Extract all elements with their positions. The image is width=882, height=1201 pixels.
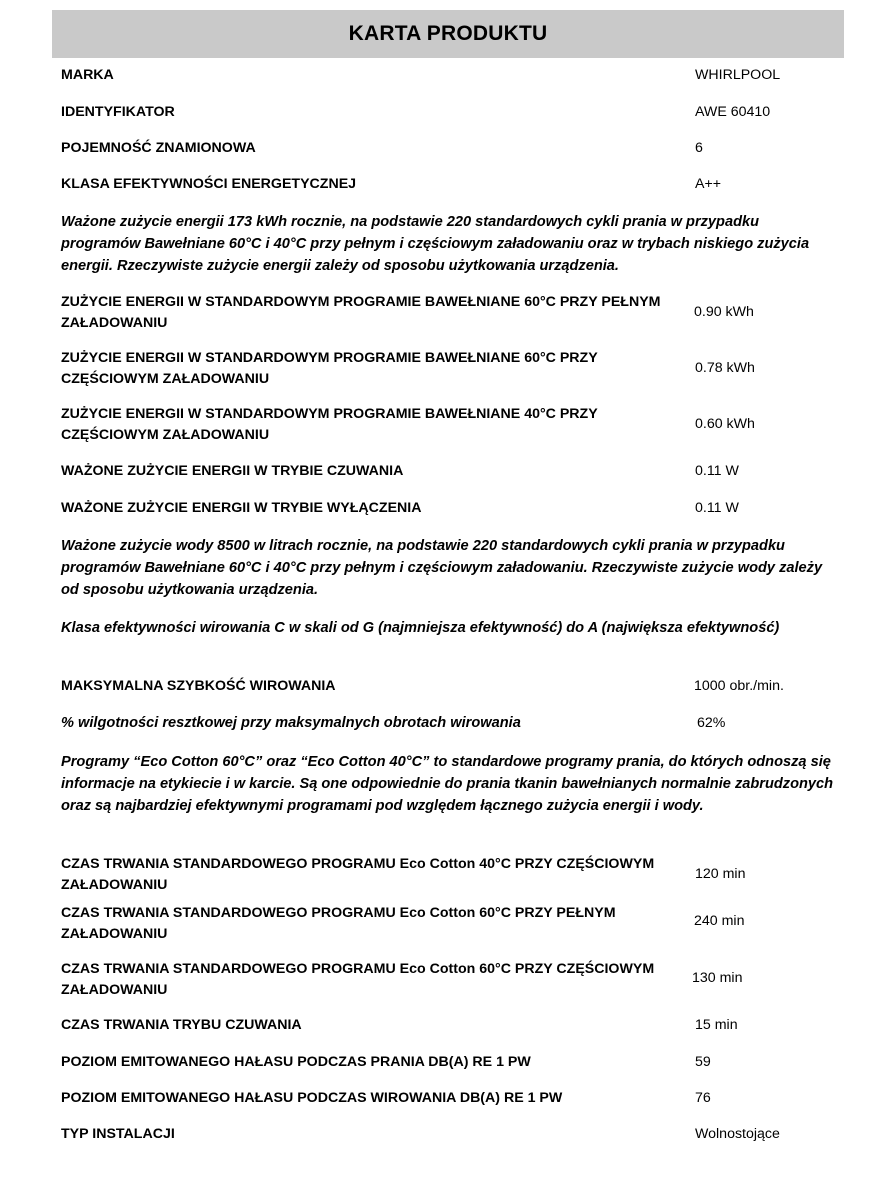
row-label: POJEMNOŚĆ ZNAMIONOWA: [61, 140, 256, 156]
row-label: POZIOM EMITOWANEGO HAŁASU PODCZAS PRANIA DB(A) RE 1 PW: [61, 1054, 531, 1070]
row-value: 120 min: [695, 866, 746, 882]
row-label: WAŻONE ZUŻYCIE ENERGII W TRYBIE CZUWANIA: [61, 463, 404, 479]
row-value: 76: [695, 1090, 711, 1106]
row-value: 15 min: [695, 1017, 738, 1033]
row-value: 59: [695, 1054, 711, 1070]
row-value: 0.60 kWh: [695, 416, 755, 432]
water-note: Ważone zużycie wody 8500 w litrach rocznie, na podstawie 220 standardowych cykli prania w przypadku programów Bawełniane 60°C i 40°C przy pełnym i częściowym załadowaniu. Rzeczywiste zużycie wody zależy od sposobu użytkowania urządzenia.: [61, 538, 823, 598]
row-label: TYP INSTALACJI: [61, 1126, 175, 1142]
row-label: MARKA: [61, 67, 114, 83]
row-label: ZUŻYCIE ENERGII W STANDARDOWYM PROGRAMIE BAWEŁNIANE 60°C PRZY PEŁNYM ZAŁADOWANIU: [61, 294, 661, 331]
programs-note: Programy “Eco Cotton 60°C” oraz “Eco Cotton 40°C” to standardowe programy prania, do których odnoszą się informacje na etykiecie i w karcie. Są one odpowiednie do prania tkanin bawełnianych normalnie zabrudzonych oraz są najbardziej efektywnymi programami pod względem łącznego zużycia energii i wody.: [61, 754, 834, 814]
title-bar: [52, 10, 844, 58]
row-value: 62%: [697, 715, 726, 731]
row-label: CZAS TRWANIA STANDARDOWEGO PROGRAMU Eco Cotton 60°C PRZY PEŁNYM ZAŁADOWANIU: [61, 905, 616, 942]
page-title: KARTA PRODUKTU: [348, 22, 548, 45]
row-value: 1000 obr./min.: [694, 678, 784, 694]
row-value: 0.78 kWh: [695, 360, 755, 376]
energy-note: Ważone zużycie energii 173 kWh rocznie, na podstawie 220 standardowych cykli prania w przypadku programów Bawełniane 60°C i 40°C przy pełnym i częściowym załadowaniu oraz w trybach niskiego zużycia energii. Rzeczywiste zużycie energii zależy od sposobu użytkowania urządzenia.: [61, 214, 810, 274]
row-value: AWE 60410: [695, 104, 771, 120]
row-value: 0.90 kWh: [694, 304, 754, 320]
row-label: KLASA EFEKTYWNOŚCI ENERGETYCZNEJ: [61, 176, 357, 192]
row-label: POZIOM EMITOWANEGO HAŁASU PODCZAS WIROWANIA DB(A) RE 1 PW: [61, 1090, 563, 1106]
row-label: % wilgotności resztkowej przy maksymalnych obrotach wirowania: [61, 715, 521, 731]
row-value: 130 min: [692, 970, 743, 986]
row-label: ZUŻYCIE ENERGII W STANDARDOWYM PROGRAMIE BAWEŁNIANE 60°C PRZY CZĘŚCIOWYM ZAŁADOWANIU: [61, 350, 598, 387]
row-value: A++: [695, 176, 722, 192]
row-value: 6: [695, 140, 703, 156]
row-label: ZUŻYCIE ENERGII W STANDARDOWYM PROGRAMIE BAWEŁNIANE 40°C PRZY CZĘŚCIOWYM ZAŁADOWANIU: [61, 406, 598, 443]
row-label: CZAS TRWANIA STANDARDOWEGO PROGRAMU Eco Cotton 40°C PRZY CZĘŚCIOWYM ZAŁADOWANIU: [61, 856, 655, 893]
row-value: Wolnostojące: [695, 1126, 780, 1142]
row-value: 0.11 W: [695, 500, 739, 516]
row-label: MAKSYMALNA SZYBKOŚĆ WIROWANIA: [61, 678, 336, 694]
row-label: IDENTYFIKATOR: [61, 104, 175, 120]
row-label: CZAS TRWANIA TRYBU CZUWANIA: [61, 1017, 302, 1033]
row-label: WAŻONE ZUŻYCIE ENERGII W TRYBIE WYŁĄCZENIA: [61, 500, 422, 516]
spin-class-note: Klasa efektywności wirowania C w skali od G (najmniejsza efektywność) do A (największa efektywność): [61, 620, 780, 636]
row-value: 240 min: [694, 913, 745, 929]
row-value: WHIRLPOOL: [695, 67, 781, 83]
row-label: CZAS TRWANIA STANDARDOWEGO PROGRAMU Eco Cotton 60°C PRZY CZĘŚCIOWYM ZAŁADOWANIU: [61, 961, 655, 998]
row-value: 0.11 W: [695, 463, 739, 479]
